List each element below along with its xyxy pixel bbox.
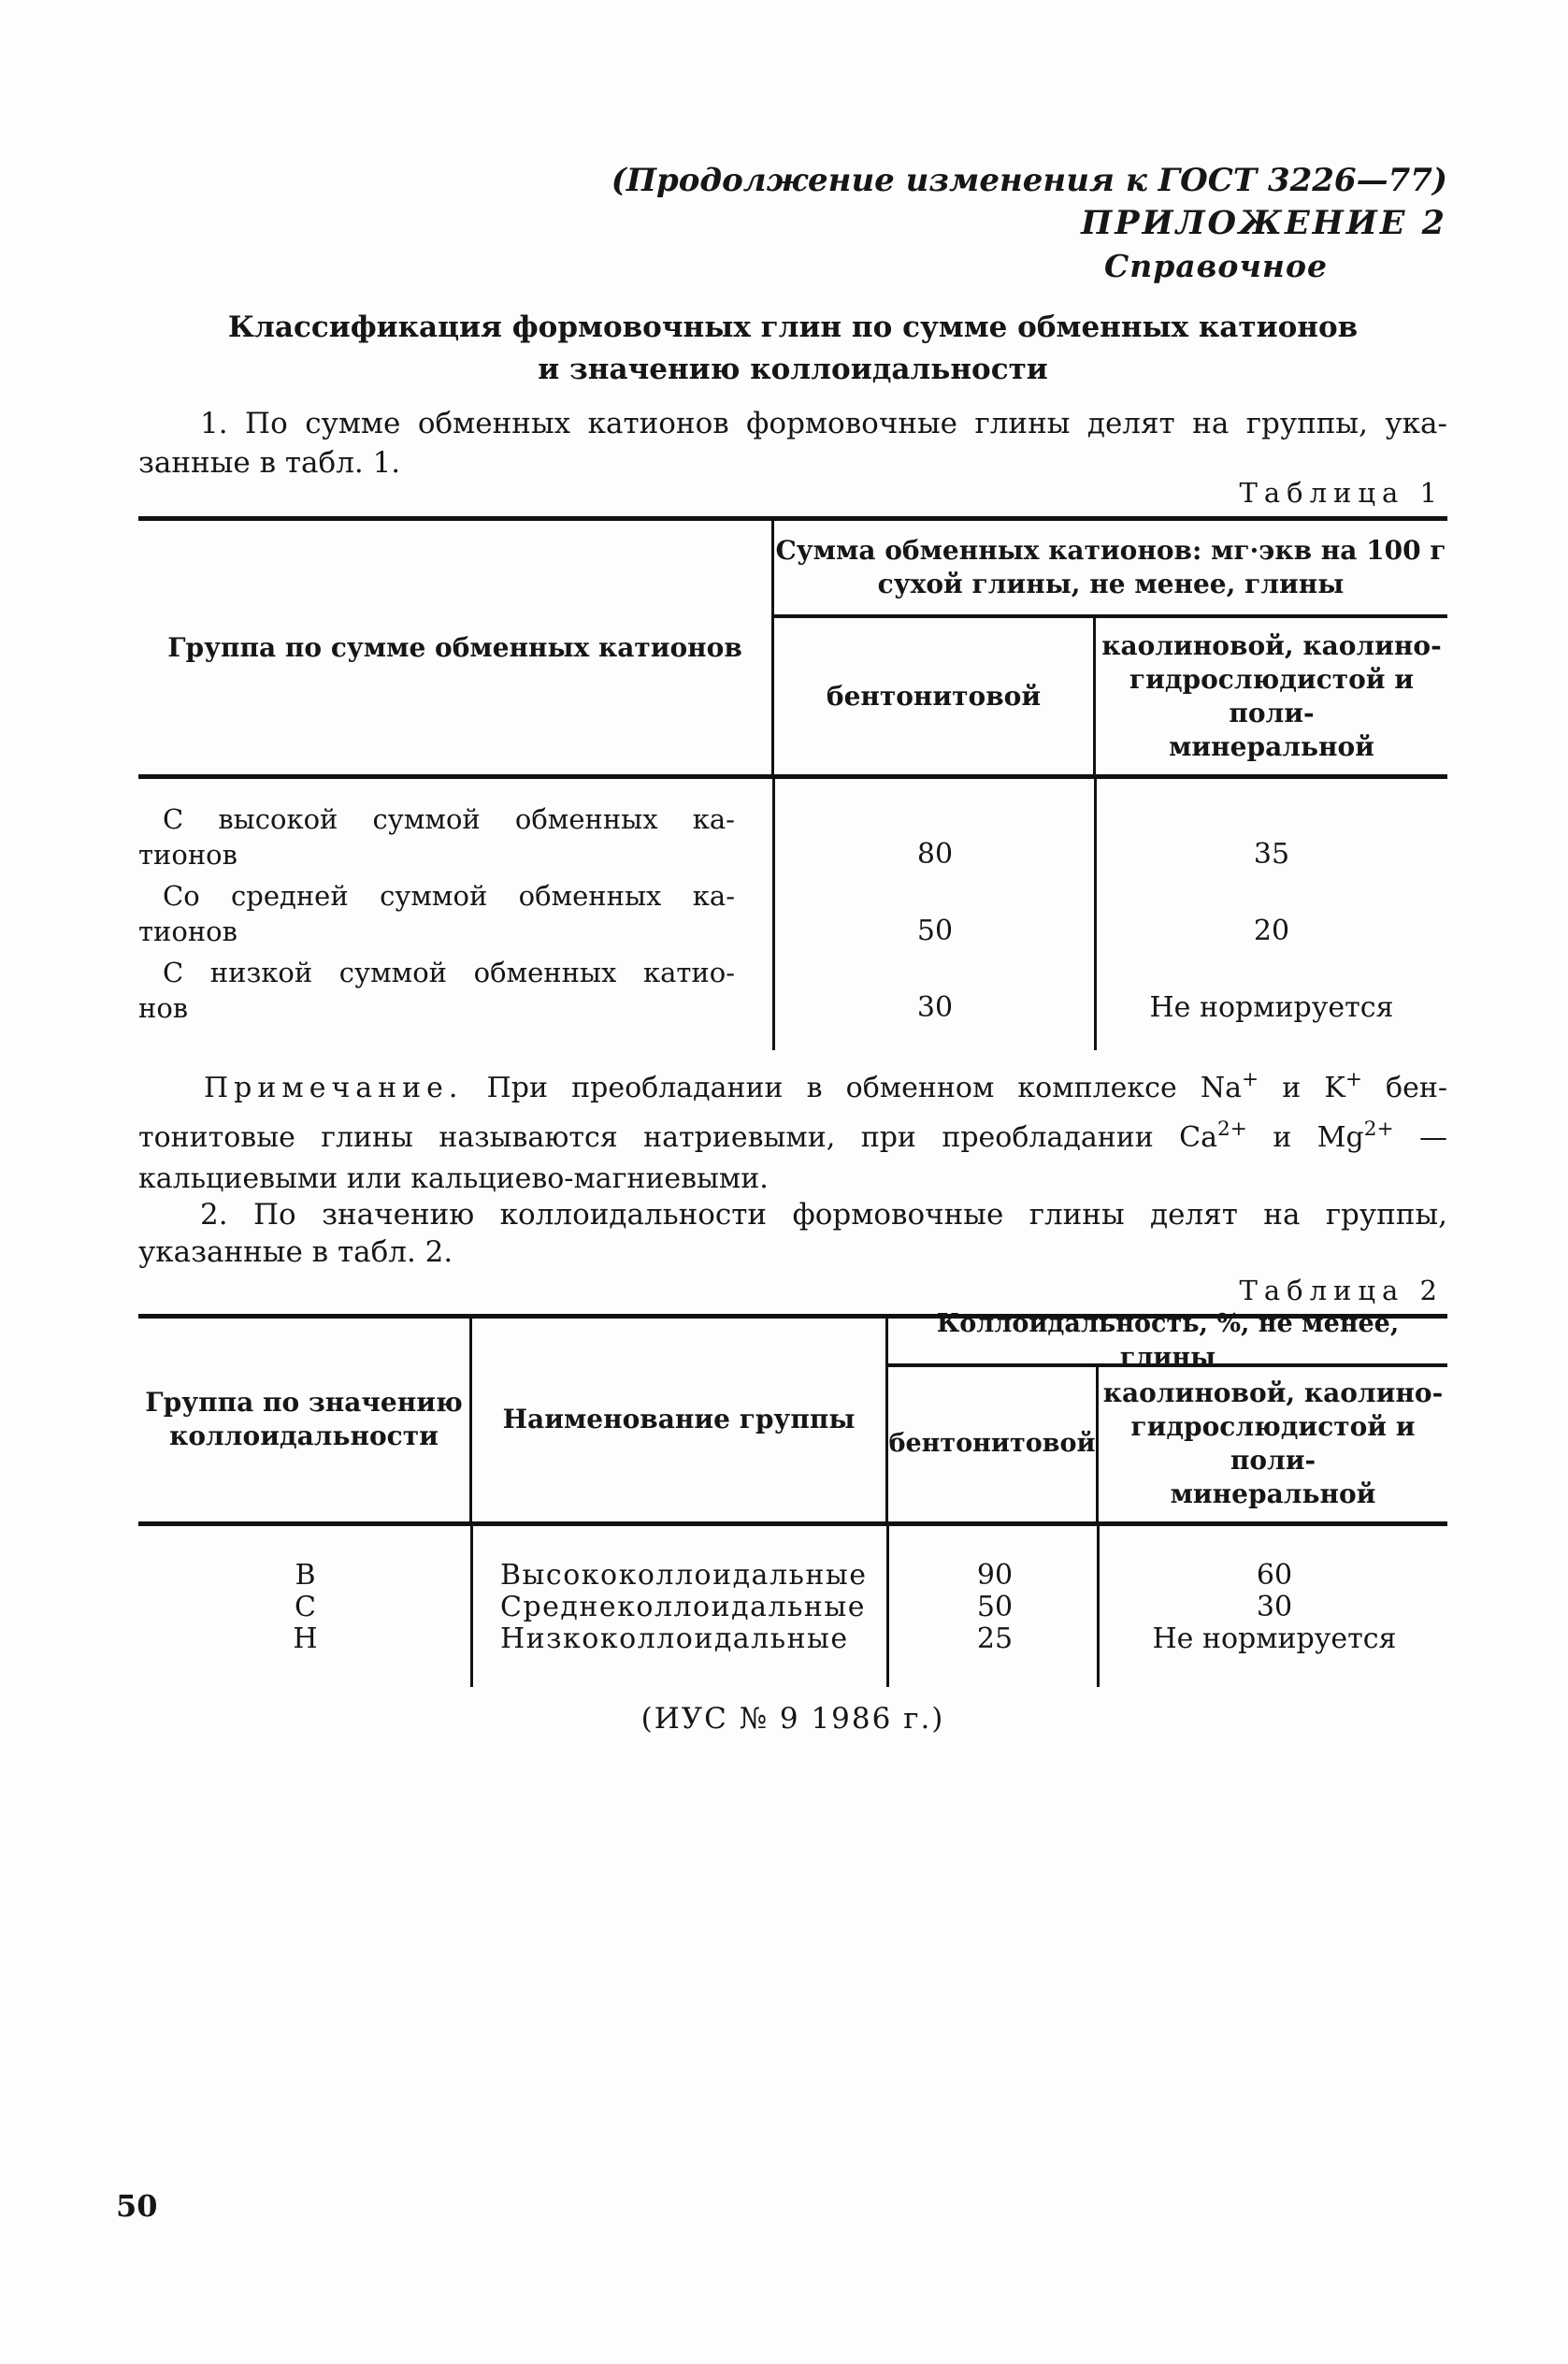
table-2-row1-name: Высококоллоидальные <box>500 1558 868 1592</box>
table-2-divider-3 <box>1097 1526 1100 1687</box>
note-line2 <box>138 1109 1447 1159</box>
table-2-group-header-line1: Группа по значению <box>145 1387 463 1419</box>
table-1-row2-group-line1: Со средней суммой обменных ка- <box>163 880 735 912</box>
table-1-col-kaolin-header <box>1096 618 1447 774</box>
paragraph-2-line2: указанные в табл. 2. <box>138 1234 453 1269</box>
note-text: тонитовые глины называются натриевыми, при преобладании Ca <box>138 1120 1218 1154</box>
table-2-span-header: Коллоидальность, %, не менее, глины <box>888 1319 1447 1367</box>
ca-ion-superscript: 2+ <box>1217 1117 1247 1141</box>
table-1-row3-kaolin-value <box>1096 955 1447 1026</box>
table-2-row1-kaolin-value: 60 <box>1256 1558 1293 1592</box>
table-1-span-header-line2: сухой глины, не менее, глины <box>877 569 1345 599</box>
table-1-row2-group-line2: тионов <box>138 915 237 947</box>
continuation-note: (Продолжение изменения к ГОСТ 3226—77) <box>611 162 1447 199</box>
table-2-kaolin-header-line2: гидрослюдистой и поли- <box>1130 1411 1416 1477</box>
note-text: и K <box>1259 1071 1345 1104</box>
value: 80 <box>916 838 954 871</box>
value: 50 <box>916 915 954 947</box>
k-ion-superscript: + <box>1345 1068 1362 1091</box>
value: 30 <box>916 991 954 1024</box>
table-2-row3-bentonite-value: 25 <box>976 1622 1014 1655</box>
note-text: При преобладании в обменном комплексе Na <box>463 1071 1242 1104</box>
table-1-kaolin-header-line3: минеральной <box>1169 730 1374 762</box>
table-1-row3-group-line2: нов <box>138 992 189 1024</box>
table-row <box>138 801 1447 872</box>
table-row <box>138 1560 1447 1592</box>
table-1-row1-group-line2: тионов <box>138 839 237 871</box>
table-1-row3-bentonite-value <box>774 955 1096 1026</box>
table-1-caption: Таблица 1 <box>1239 477 1444 509</box>
appendix-kind: Справочное <box>1103 248 1328 284</box>
table-2-col-name-header: Наименование группы <box>472 1319 888 1521</box>
paragraph-1-line1: 1. По сумме обменных катионов формовочные глины делят на группы, ука- <box>200 407 1447 440</box>
table-1-row2-kaolin-value <box>1096 878 1447 949</box>
page-content <box>138 0 1447 1736</box>
note-text: бен- <box>1361 1071 1448 1104</box>
table-1-row2-group <box>138 878 774 949</box>
na-ion-superscript: + <box>1242 1068 1259 1091</box>
table-2-divider-2 <box>886 1526 889 1687</box>
page-title-line1: Классификация формовочных глин по сумме обменных катионов <box>227 310 1359 344</box>
table-1-col-bentonite-header: бентонитовой <box>774 618 1096 774</box>
paragraph-2 <box>138 1196 1447 1271</box>
note-text: и Mg <box>1246 1120 1364 1154</box>
table-2-row2-kaolin-value: 30 <box>1256 1590 1293 1623</box>
table-2-kaolin-header-line3: минеральной <box>1170 1478 1376 1510</box>
table-row <box>138 1592 1447 1623</box>
note-line3: кальциевыми или кальциево-магниевыми. <box>138 1161 769 1195</box>
table-1-divider-2 <box>1094 779 1097 1050</box>
table-2-subheader <box>888 1367 1447 1521</box>
table-1-span-header-line1: Сумма обменных катионов: мг·экв на 100 г <box>775 535 1446 566</box>
table-2 <box>138 1308 1447 1687</box>
table-1-row1-kaolin-value <box>1096 801 1447 872</box>
source-note: (ИУС № 9 1986 г.) <box>640 1701 945 1736</box>
table-2-header-right <box>888 1308 1447 1521</box>
table-row <box>138 1623 1447 1655</box>
page-title <box>138 307 1447 391</box>
table-2-col-bentonite-header: бентонитовой <box>888 1367 1099 1521</box>
table-1 <box>138 516 1447 1050</box>
table-1-kaolin-header-line2: гидрослюдистой и поли- <box>1129 663 1415 728</box>
table-1-row2-bentonite-value <box>774 878 1096 949</box>
table-1-row3-group-line1: С низкой суммой обменных катио- <box>163 957 735 988</box>
page-title-line2: и значению коллоидальности <box>538 353 1048 386</box>
table-1-body <box>138 774 1447 1050</box>
page-number: 50 <box>116 2188 158 2224</box>
table-2-row2-name: Среднеколлоидальные <box>500 1590 866 1623</box>
note-text: — <box>1393 1120 1448 1154</box>
table-row <box>138 955 1447 1026</box>
value: 35 <box>1253 838 1290 871</box>
table-2-row1-bentonite-value: 90 <box>976 1558 1014 1592</box>
table-1-col-group-header: Группа по сумме обменных катионов <box>138 521 774 774</box>
table-row <box>138 878 1447 949</box>
table-1-header <box>138 521 1447 774</box>
table-2-group-header-line2: коллоидальности <box>169 1420 439 1452</box>
mg-ion-superscript: 2+ <box>1363 1117 1394 1141</box>
table-2-row3-kaolin-value: Не нормируется <box>1152 1622 1397 1655</box>
table-2-row2-group: С <box>295 1590 316 1623</box>
table-2-divider-1 <box>470 1526 473 1687</box>
table-2-caption: Таблица 2 <box>1239 1274 1444 1306</box>
header-block <box>138 159 1447 288</box>
table-2-row3-name: Низкоколлоидальные <box>500 1622 849 1655</box>
table-2-col-group-header <box>138 1319 472 1521</box>
paragraph-2-line1: 2. По значению коллоидальности формовочные глины делят на группы, <box>200 1197 1447 1232</box>
table-2-row3-group: Н <box>293 1622 318 1655</box>
note-block <box>138 1059 1447 1200</box>
table-1-row1-group <box>138 801 774 872</box>
table-1-subheader <box>774 618 1447 774</box>
table-1-row1-bentonite-value <box>774 801 1096 872</box>
table-2-row2-bentonite-value: 50 <box>976 1590 1014 1623</box>
table-2-col-kaolin-header <box>1099 1367 1447 1521</box>
table-1-divider-1 <box>772 779 775 1050</box>
table-1-row1-group-line1: С высокой суммой обменных ка- <box>163 803 735 835</box>
paragraph-1-line2: занные в табл. 1. <box>138 446 401 480</box>
table-1-span-header <box>774 521 1447 618</box>
note-line1 <box>138 1059 1447 1109</box>
table-2-row1-group: В <box>295 1558 316 1592</box>
table-2-kaolin-header-line1: каолиновой, каолино- <box>1102 1377 1444 1409</box>
table-1-header-right <box>774 521 1447 774</box>
table-1-row3-group <box>138 955 774 1026</box>
paragraph-1 <box>138 404 1447 483</box>
appendix-label: ПРИЛОЖЕНИЕ 2 <box>1081 204 1447 242</box>
table-2-body <box>138 1521 1447 1687</box>
table-1-kaolin-header-line1: каолиновой, каолино- <box>1101 629 1442 661</box>
table-2-header <box>138 1308 1447 1521</box>
note-label: Примечание. <box>204 1071 464 1104</box>
value: Не нормируется <box>1149 991 1394 1024</box>
value: 20 <box>1253 915 1290 947</box>
